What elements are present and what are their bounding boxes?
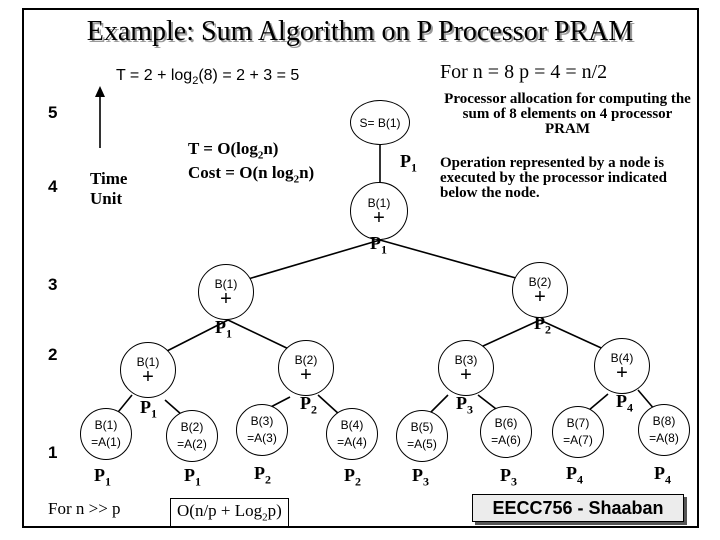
course-badge: EECC756 - Shaaban (472, 494, 684, 522)
time-formula: $T = 2 + \log_2(8) = 2 + 3 = 5$ (116, 67, 300, 88)
edge-l3a-l2b (228, 320, 295, 352)
complexity-label: $T = O(\log_2n)$ Cost = O(n $\log_2n$) (188, 139, 315, 186)
note-operation: Operation represented by a node is executed by the processor indicated below the node. (440, 155, 667, 201)
level3-processor-2: $P_2$ (534, 313, 551, 337)
level-label-3: 3 (48, 275, 58, 294)
time-arrow-head (95, 86, 105, 97)
note-processor-allocation: Processor allocation for computing the sum of 8 elements on 4 processor PRAM (444, 91, 691, 137)
leaf-node-6: B(6) =A(6) (480, 406, 532, 458)
footer-complexity-box: O(n/p + Log$_2$p) (170, 498, 289, 527)
problem-size-label: For n = 8 p = 4 = n/2 (440, 61, 608, 83)
time-unit-label: Time Unit (90, 169, 128, 208)
leaf-processor-8: $P_4$ (654, 463, 671, 487)
leaf-processor-5: $P_3$ (412, 465, 429, 489)
leaf-processor-4: $P_2$ (344, 465, 361, 489)
leaf-node-1: B(1) =A(1) (80, 408, 132, 460)
level2-node-3: B(3) + (438, 340, 494, 396)
leaf-node-4: B(4) =A(4) (326, 408, 378, 460)
level-label-5: 5 (48, 103, 58, 122)
level2-processor-3: $P_3$ (456, 393, 473, 417)
edge-level4-left (238, 240, 380, 282)
leaf-processor-2: $P_1$ (184, 465, 201, 489)
level2-processor-4: $P_4$ (616, 391, 633, 415)
level2-node-1: B(1) + (120, 342, 176, 398)
edge-level4-right (380, 240, 530, 282)
footer-condition: For n >> p (48, 499, 121, 518)
root-processor: $P_1$ (400, 151, 417, 175)
leaf-node-5: B(5) =A(5) (396, 410, 448, 462)
leaf-node-7: B(7) =A(7) (552, 406, 604, 458)
level2-processor-1: $P_1$ (140, 397, 157, 421)
level-label-4: 4 (48, 177, 58, 196)
leaf-processor-7: $P_4$ (566, 463, 583, 487)
level-label-1: 1 (48, 443, 58, 462)
level4-node: B(1) + (350, 182, 408, 240)
root-node (350, 100, 410, 145)
root-node-label: S= B(1) (359, 115, 401, 130)
level3-processor-1: $P_1$ (215, 317, 232, 341)
slide-title: Example: Sum Algorithm on P Processor PRAM (86, 16, 634, 47)
level3-node-1: B(1) + (198, 264, 254, 320)
leaf-node-2: B(2) =A(2) (166, 410, 218, 462)
level2-processor-2: $P_2$ (300, 393, 317, 417)
level4-processor: $P_1$ (370, 233, 387, 257)
level-label-2: 2 (48, 345, 58, 364)
level3-node-2: B(2) + (512, 262, 568, 318)
level2-node-4: B(4) + (594, 338, 650, 394)
leaf-processor-1: $P_1$ (94, 465, 111, 489)
leaf-node-8: B(8) =A(8) (638, 404, 690, 456)
leaf-node-3: B(3) =A(3) (236, 404, 288, 456)
level2-node-2: B(2) + (278, 340, 334, 396)
leaf-processor-6: $P_3$ (500, 465, 517, 489)
leaf-processor-3: $P_2$ (254, 463, 271, 487)
